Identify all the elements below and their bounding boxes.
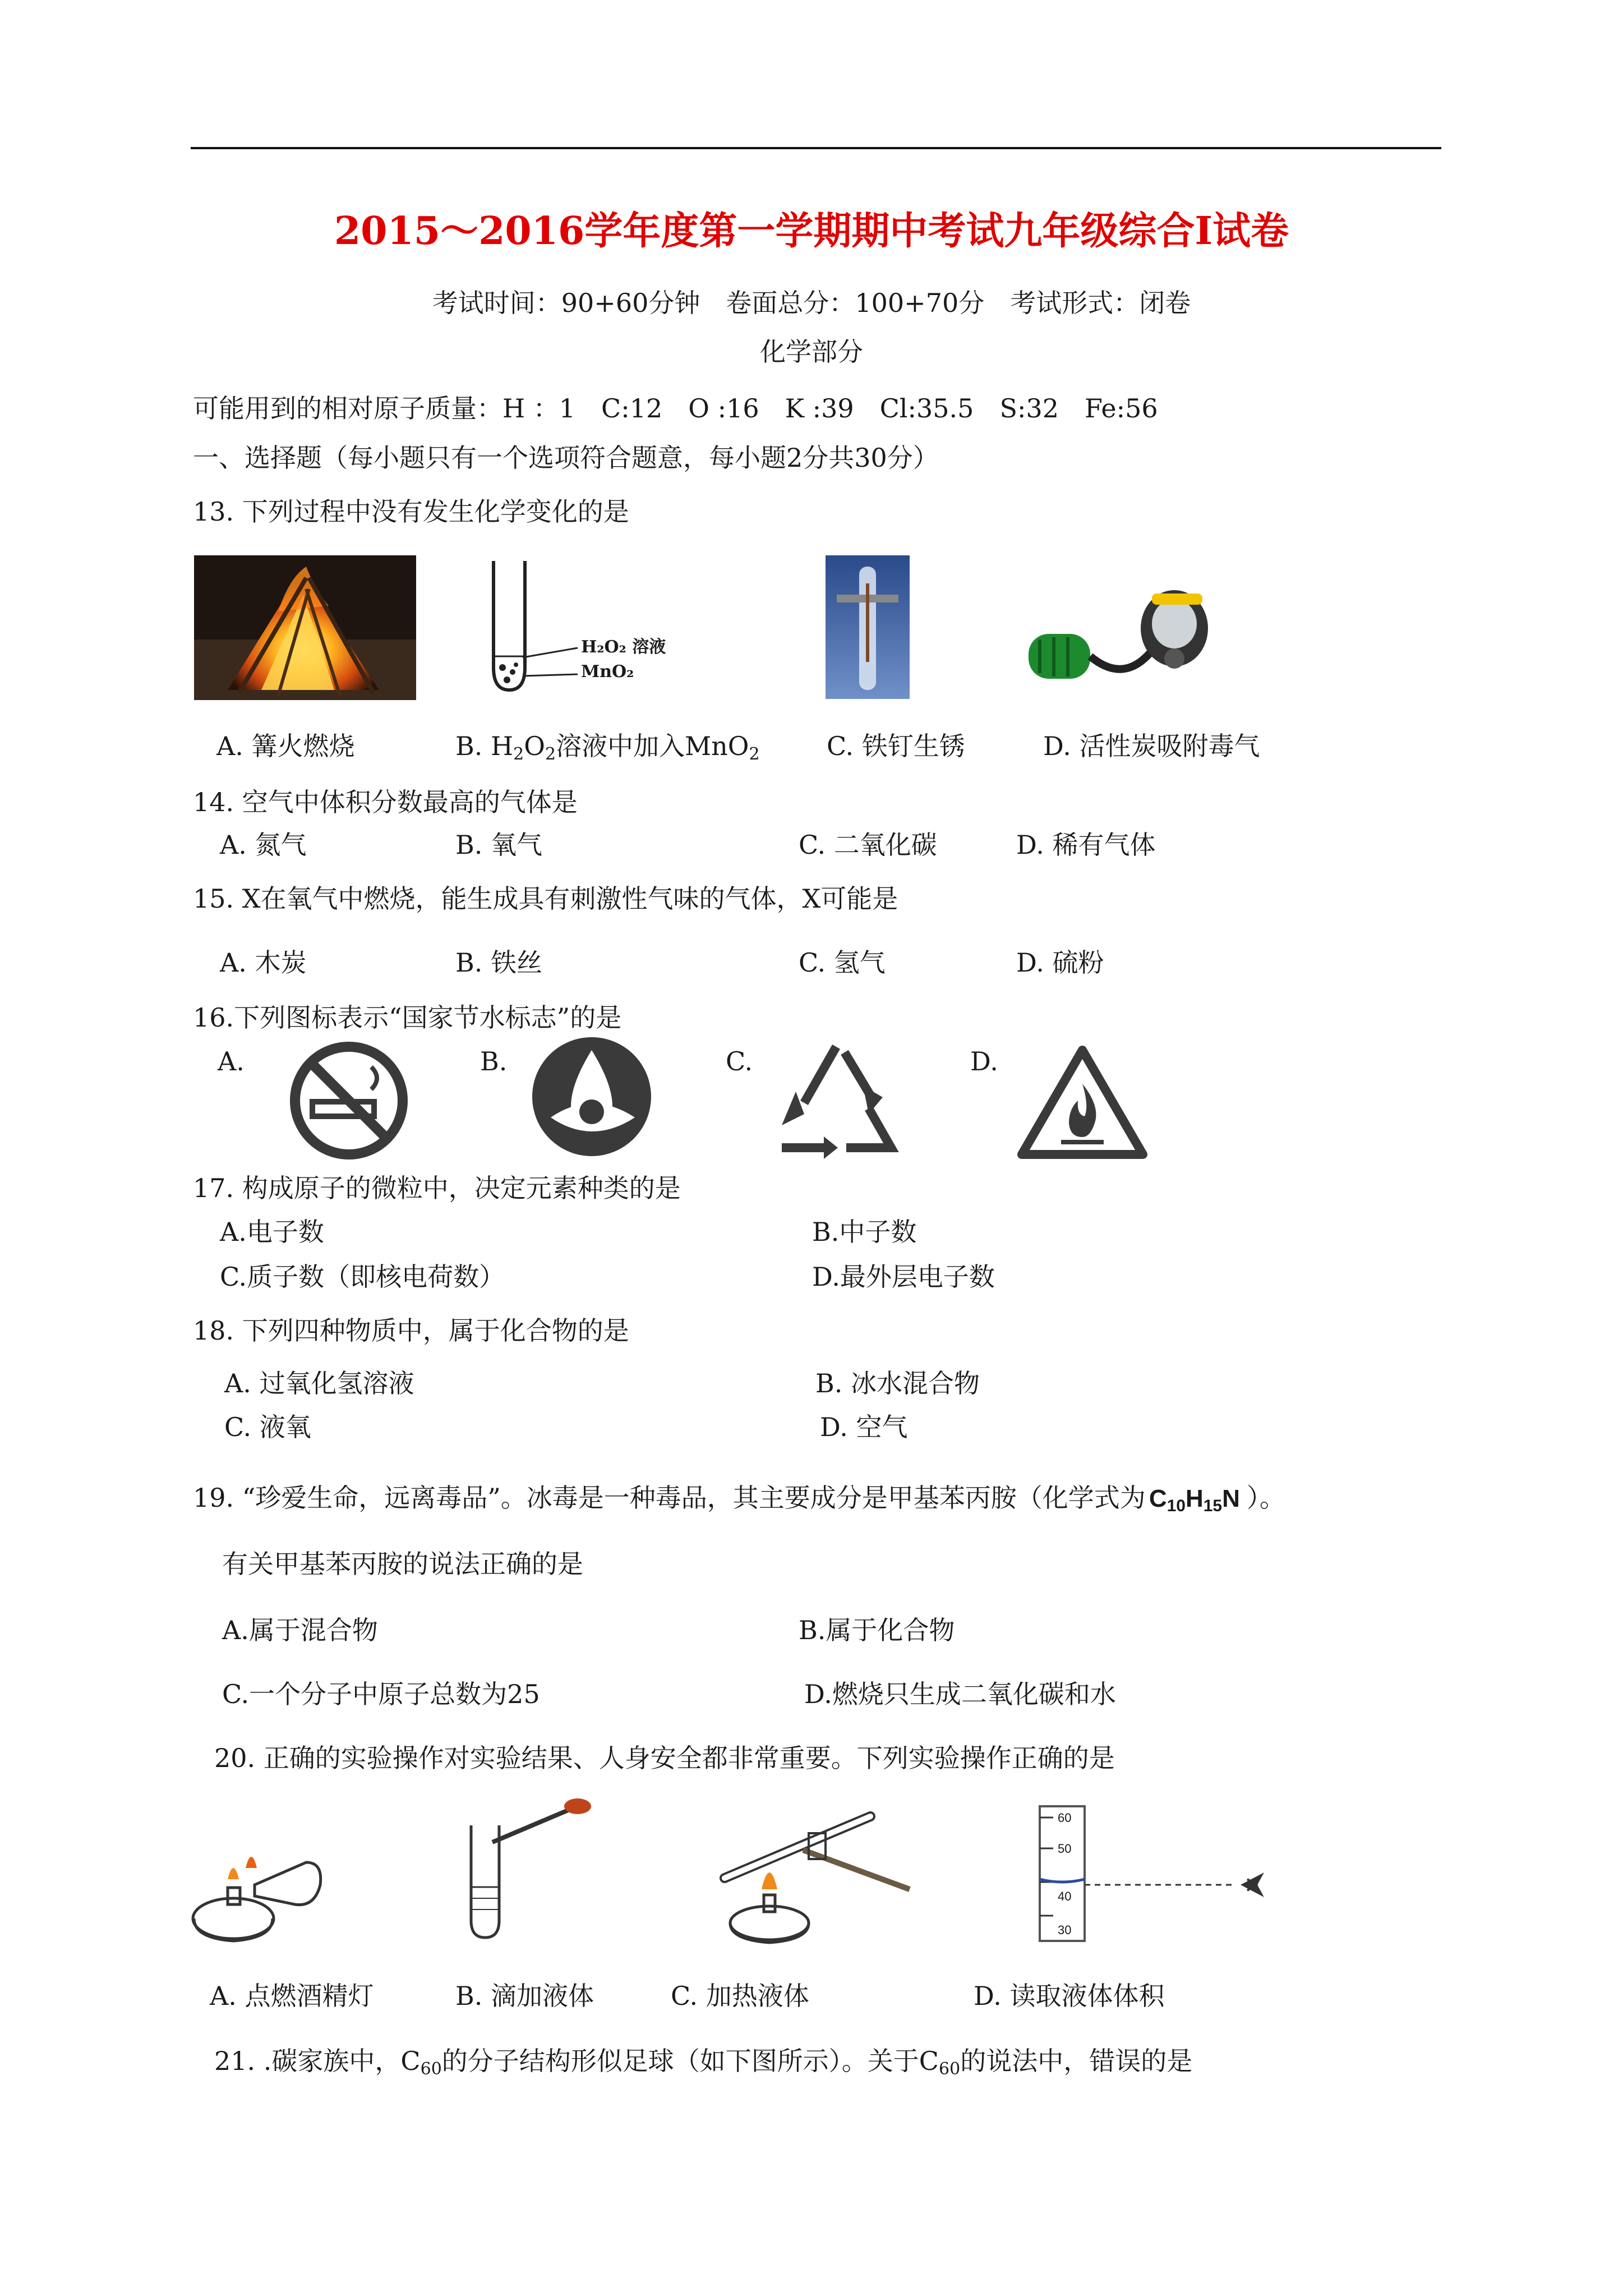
q13-option-d: D. 活性炭吸附毒气 — [1043, 731, 1260, 761]
exam-info: 考试时间：90+60分钟 卷面总分：100+70分 考试形式：闭卷 — [432, 288, 1191, 318]
chemical-formula: $C_{10}H_{15}N$ — [1149, 1485, 1240, 1515]
q18-option-a: A. 过氧化氢溶液 — [224, 1368, 414, 1398]
cylinder-mark-50: 50 — [1058, 1842, 1072, 1856]
q19-stem-line2: 有关甲基苯丙胺的说法正确的是 — [222, 1549, 583, 1579]
q16-option-c: C. — [726, 1046, 753, 1076]
q18-option-b: B. 冰水混合物 — [815, 1368, 980, 1398]
dropping-liquid-figure — [460, 1797, 600, 1947]
flammable-warning-icon — [1016, 1045, 1149, 1160]
q19-option-d: D.燃烧只生成二氧化碳和水 — [804, 1679, 1116, 1709]
q20-option-c: C. 加热液体 — [671, 1981, 809, 2011]
heating-liquid-figure — [702, 1805, 919, 1947]
q14-option-b: B. 氧气 — [455, 830, 543, 860]
bonfire-image — [194, 555, 416, 700]
exam-title: 2015～2016学年度第一学期期中考试九年级综合Ⅰ试卷 — [334, 209, 1289, 254]
q17-stem: 17. 构成原子的微粒中，决定元素种类的是 — [193, 1173, 681, 1203]
part-heading: 一、选择题（每小题只有一个选项符合题意，每小题2分共30分） — [193, 443, 939, 473]
q20-option-a: A. 点燃酒精灯 — [210, 1981, 374, 2011]
q18-option-d: D. 空气 — [820, 1412, 908, 1442]
q16-option-b: B. — [480, 1046, 508, 1076]
q13-option-c: C. 铁钉生锈 — [827, 731, 965, 761]
q19-option-c: C.一个分子中原子总数为25 — [222, 1679, 540, 1709]
q20-option-d: D. 读取液体体积 — [974, 1981, 1165, 2011]
q15-stem: 15. X在氧气中燃烧，能生成具有刺激性气味的气体，X可能是 — [193, 884, 898, 914]
q17-option-b: B.中子数 — [812, 1217, 917, 1247]
q13-option-a: A. 篝火燃烧 — [216, 731, 355, 761]
rusting-nail-image — [826, 555, 910, 699]
section-title: 化学部分 — [760, 337, 863, 367]
cylinder-mark-60: 60 — [1058, 1811, 1072, 1825]
q18-option-c: C. 液氧 — [224, 1412, 311, 1442]
q14-option-c: C. 二氧化碳 — [799, 830, 937, 860]
mno2-label: MnO₂ — [581, 662, 634, 682]
q14-stem: 14. 空气中体积分数最高的气体是 — [193, 787, 578, 817]
atomic-masses: 可能用到的相对原子质量：H ：1 C:12 O :16 K :39 Cl:35.5 S:32 Fe:56 — [193, 393, 1158, 424]
q21-stem: 21. .碳家族中，$C_{60}$的分子结构形似足球（如下图所示）。关于$C_{60}$的说法中，错误的是 — [214, 2046, 1193, 2079]
q14-option-d: D. 稀有气体 — [1016, 830, 1156, 860]
reading-volume-figure — [1034, 1801, 1270, 1947]
q19-option-a: A.属于混合物 — [222, 1615, 378, 1645]
q16-stem: 16.下列图标表示“国家节水标志”的是 — [193, 1002, 622, 1033]
q15-option-d: D. 硫粉 — [1016, 947, 1104, 978]
q17-option-a: A.电子数 — [220, 1217, 324, 1247]
cylinder-mark-40: 40 — [1058, 1889, 1072, 1903]
q19-option-b: B.属于化合物 — [799, 1615, 955, 1645]
q17-option-c: C.质子数（即核电荷数） — [220, 1262, 505, 1292]
q13-option-b: B. $H_2O_2$溶液中加入MnO$_2$ — [455, 731, 760, 764]
q14-option-a: A. 氮气 — [220, 830, 307, 860]
q16-option-a: A. — [218, 1046, 245, 1076]
q13-stem: 13. 下列过程中没有发生化学变化的是 — [193, 496, 629, 527]
header-rule — [191, 147, 1441, 149]
h2o2-label: H₂O₂ 溶液 — [581, 637, 666, 657]
q18-stem: 18. 下列四种物质中，属于化合物的是 — [193, 1315, 629, 1346]
q15-option-c: C. 氢气 — [799, 947, 886, 978]
lighting-alcohol-lamp-figure — [188, 1834, 329, 1947]
q20-option-b: B. 滴加液体 — [455, 1981, 594, 2011]
q20-stem: 20. 正确的实验操作对实验结果、人身安全都非常重要。下列实验操作正确的是 — [214, 1743, 1115, 1773]
q16-option-d: D. — [970, 1046, 998, 1076]
q19-stem: 19. “珍爱生命，远离毒品”。冰毒是一种毒品，其主要成分是甲基苯丙胺（化学式为 $C_{10}H_{15}N$ ）。 — [193, 1483, 1285, 1515]
cylinder-mark-30: 30 — [1058, 1923, 1072, 1937]
q15-option-b: B. 铁丝 — [455, 947, 543, 978]
q15-option-a: A. 木炭 — [220, 947, 307, 978]
gas-mask-image — [1023, 589, 1223, 688]
recycle-icon — [771, 1041, 902, 1161]
q17-option-d: D.最外层电子数 — [812, 1262, 995, 1292]
test-tube-h2o2-figure — [482, 555, 673, 696]
no-smoking-icon — [287, 1039, 411, 1162]
water-saving-icon — [528, 1033, 655, 1160]
